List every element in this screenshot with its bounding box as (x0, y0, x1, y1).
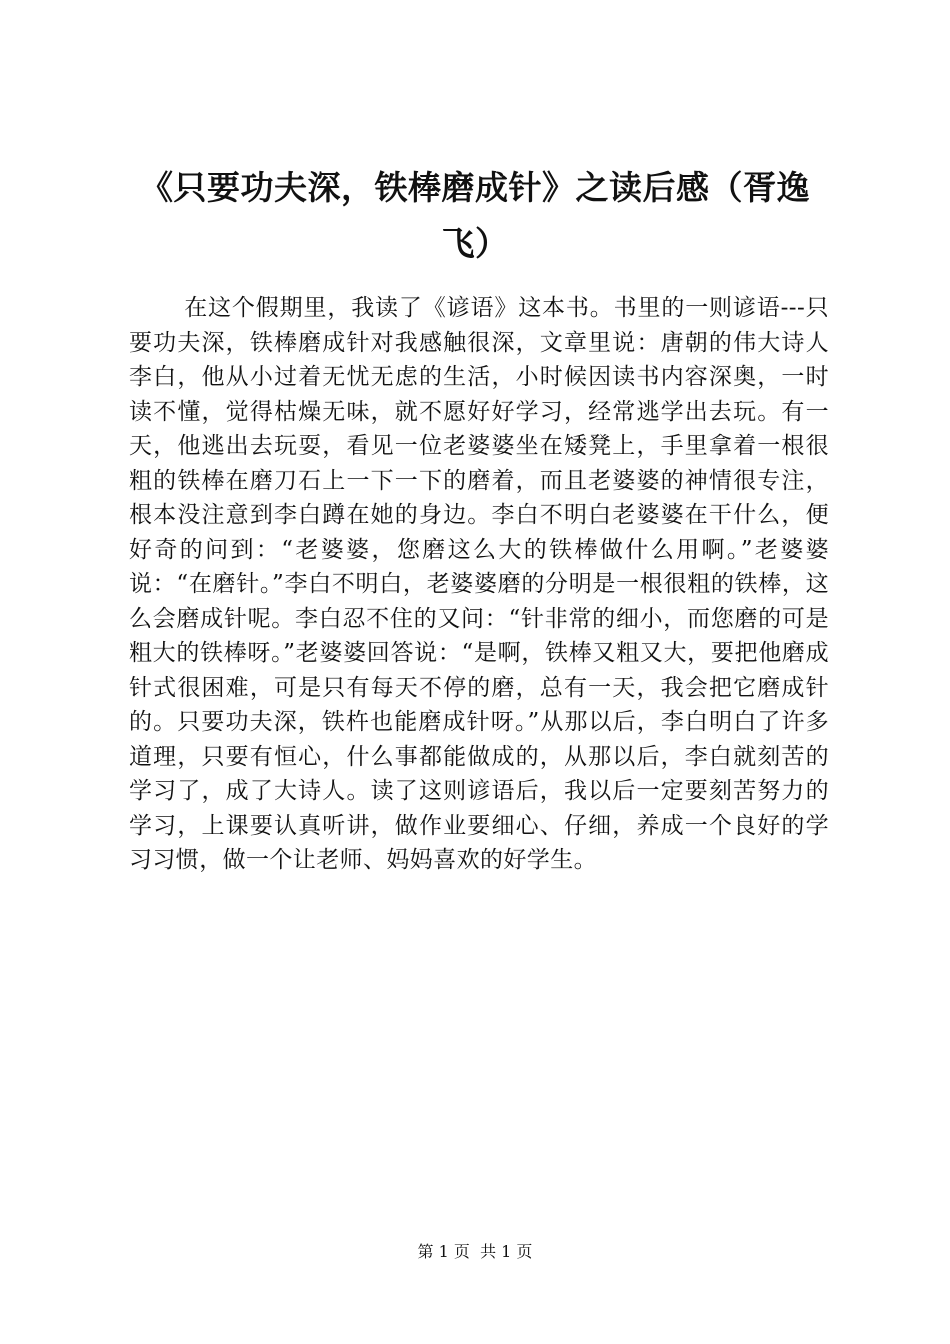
page-footer (0, 1242, 950, 1262)
document-title: 《只要功夫深，铁棒磨成针》之读后感（胥逸飞） (140, 168, 810, 263)
page-number: 第 1 页 (417, 1242, 470, 1261)
page-total: 共 1 页 (480, 1242, 533, 1261)
document-body-paragraph: 在这个假期里，我读了《谚语》这本书。书里的一则谚语---只要功夫深，铁棒磨成针对我感触很深，文章里说：唐朝的伟大诗人李白，他从小过着无忧无虑的生活，小时候因读书内容深奥，一时读不懂，觉得枯燥无味，就不愿好好学习，经常逃学出去玩。有一天，他逃出去玩耍，看见一位老婆婆坐在矮凳上，手里拿着一根很粗的铁棒在磨刀石上一下一下的磨着，而且老婆婆的神情很专注，根本没注意到李白蹲在她的身边。李白不明白老婆婆在干什么，便好奇的问到：“老婆婆，您磨这么大的铁棒做什么用啊。”老婆婆说：“在磨针。”李白不明白，老婆婆磨的分明是一根很粗的铁棒，这么会磨成针呢。李白忍不住的又问：“针非常的细小，而您磨的可是粗大的铁棒呀。”老婆婆回答说：“是啊，铁棒又粗又大，要把他磨成针式很困难，可是只有每天不停的磨，总有一天，我会把它磨成针的。只要功夫深，铁杵也能磨成针呀。”从那以后，李白明白了许多道理，只要有恒心，什么事都能做成的，从那以后，李白就刻苦的学习了，成了大诗人。读了这则谚语后，我以后一定要刻苦努力的学习，上课要认真听讲，做作业要细心、仔细，养成一个良好的学习习惯，做一个让老师、妈妈喜欢的好学生。 (129, 295, 829, 873)
